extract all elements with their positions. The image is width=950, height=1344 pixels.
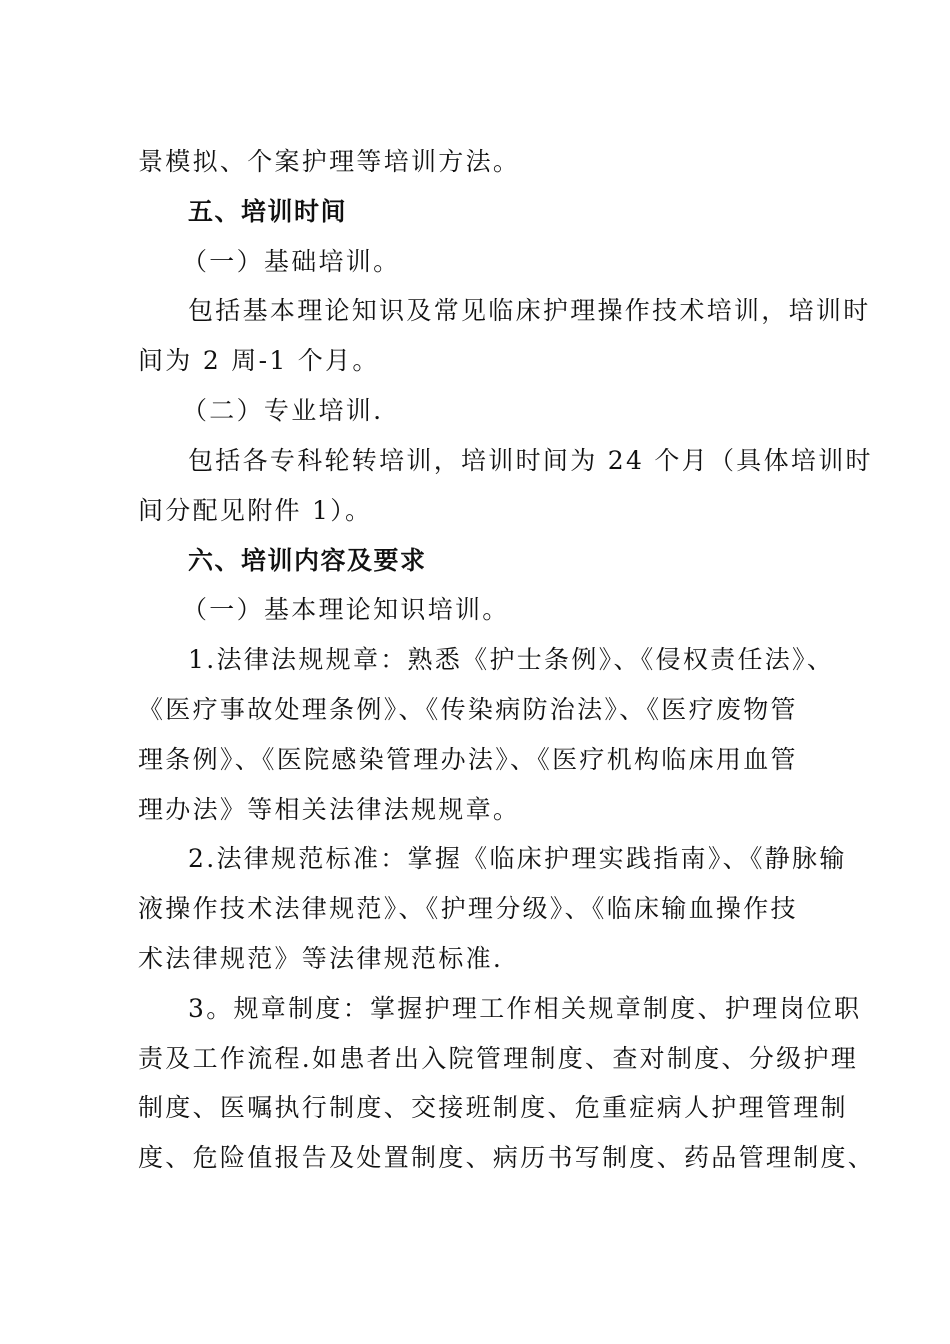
paragraph-line: 包括基本理论知识及常见临床护理操作技术培训，培训时 [188,296,871,325]
paragraph-line: 景模拟、个案护理等培训方法。 [138,147,521,176]
paragraph-line: 包括各专科轮转培训，培训时间为 24 个月（具体培训时 [188,446,873,475]
paragraph-line: 3。规章制度：掌握护理工作相关规章制度、护理岗位职 [188,994,862,1023]
paragraph-line: 责及工作流程.如患者出入院管理制度、查对制度、分级护理 [138,1044,859,1073]
paragraph-line: 2.法律规范标准：掌握《临床护理实践指南》、《静脉输 [188,844,847,873]
paragraph-line: 《医疗事故处理条例》、《传染病防治法》、《医疗废物管 [138,695,798,724]
paragraph-line: 1.法律法规规章：熟悉《护士条例》、《侵权责任法》、 [188,645,835,674]
paragraph-line: 理办法》等相关法律法规规章。 [138,795,521,824]
paragraph-line: 理条例》、《医院感染管理办法》、《医疗机构临床用血管 [138,745,798,774]
paragraph-line: 制度、医嘱执行制度、交接班制度、危重症病人护理管理制 [138,1093,848,1122]
section-heading-training-content: 六、培训内容及要求 [188,546,427,575]
subsection-heading-theory-training: （一）基本理论知识培训。 [182,595,510,624]
paragraph-line: 度、危险值报告及处置制度、病历书写制度、药品管理制度、 [138,1143,876,1172]
paragraph-line: 术法律规范》等法律规范标准. [138,944,504,973]
paragraph-line: 间为 2 周-1 个月。 [138,346,380,375]
paragraph-line: 间分配见附件 1）。 [138,496,373,525]
subsection-heading-specialty-training: （二）专业培训. [182,396,384,425]
section-heading-training-time: 五、培训时间 [188,197,348,226]
paragraph-line: 液操作技术法律规范》、《护理分级》、《临床输血操作技 [138,894,798,923]
subsection-heading-basic-training: （一）基础培训。 [182,247,401,276]
